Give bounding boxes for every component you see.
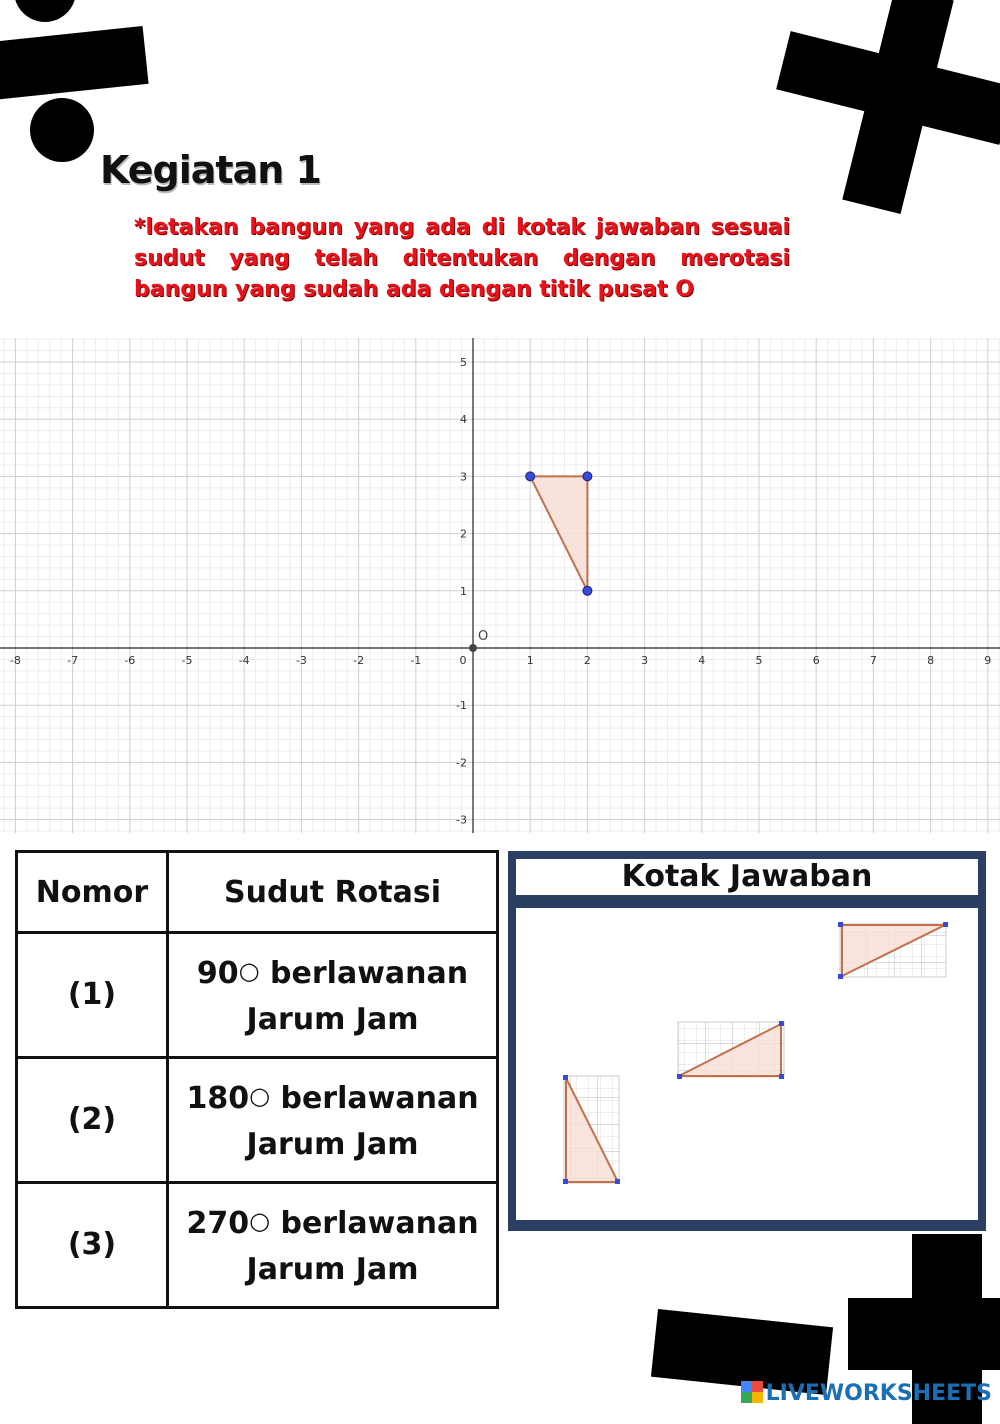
y-tick-label: -1 — [456, 699, 467, 713]
decor-plus-top — [780, 0, 1000, 210]
angle-reference: Jarum Jam — [246, 1126, 419, 1162]
row-number: (2) — [17, 1058, 168, 1183]
row-number: (3) — [17, 1183, 168, 1308]
x-tick-label: -3 — [295, 654, 307, 667]
y-tick-label: -2 — [456, 756, 467, 770]
x-tick-label: 1 — [526, 654, 534, 667]
row-angle — [168, 933, 498, 1058]
minor-grid — [0, 338, 1000, 833]
x-tick-label: -8 — [9, 654, 21, 667]
header-nomor: Nomor — [17, 852, 168, 933]
angle-value: 270 — [186, 1205, 250, 1241]
answer-box-body — [516, 908, 978, 1220]
table-row — [17, 1183, 498, 1308]
row-angle — [168, 1058, 498, 1183]
answer-shapes-svg — [516, 908, 978, 1220]
x-tick-label: 2 — [583, 654, 591, 667]
y-tick-label: 1 — [460, 584, 467, 598]
x-tick-label: -5 — [181, 654, 193, 667]
coordinate-graph — [0, 338, 1000, 833]
x-tick-label: 6 — [812, 654, 820, 667]
triangle-option-c[interactable] — [563, 1075, 620, 1184]
rotation-table — [15, 850, 499, 1309]
x-tick-label: 0 — [459, 654, 467, 667]
triangle-vertex-point — [583, 472, 592, 481]
y-tick-label: 4 — [460, 413, 467, 427]
degree-symbol: ○ — [249, 1206, 271, 1235]
row-number: (1) — [17, 933, 168, 1058]
x-tick-label: 7 — [869, 654, 877, 667]
y-tick-label: 3 — [460, 470, 467, 484]
x-tick-label: -7 — [67, 654, 79, 667]
header-sudut-rotasi: Sudut Rotasi — [168, 852, 498, 933]
answer-box-title: Kotak Jawaban — [516, 859, 978, 895]
instruction-text: *letakan bangun yang ada di kotak jawaban sesuai sudut yang telah ditentukan dengan merotasi bangun yang sudah ada dengan titik pusat O — [134, 215, 790, 302]
decor-circle-top — [14, 0, 76, 22]
brand-text: LIVEWORKSHEETS — [765, 1381, 992, 1406]
x-tick-labels — [10, 654, 991, 667]
brand-logo-icon — [741, 1381, 763, 1403]
x-tick-label: -4 — [238, 654, 250, 667]
x-tick-label: 9 — [984, 654, 992, 667]
origin-point — [469, 644, 477, 652]
table-header-row — [17, 852, 498, 933]
x-tick-label: 5 — [755, 654, 763, 667]
row-angle — [168, 1183, 498, 1308]
liveworksheets-logo — [741, 1381, 992, 1406]
angle-value: 90 — [196, 955, 239, 991]
y-tick-label: -3 — [456, 813, 467, 827]
angle-direction: berlawanan — [280, 1080, 479, 1116]
decor-plus-bottom-horizontal — [848, 1298, 1000, 1370]
degree-symbol: ○ — [238, 956, 260, 985]
axes — [0, 338, 1000, 833]
angle-value: 180 — [186, 1080, 250, 1116]
angle-reference: Jarum Jam — [246, 1001, 419, 1037]
table-row — [17, 933, 498, 1058]
triangle-option-b[interactable] — [677, 1021, 784, 1079]
origin-label: O — [478, 629, 489, 644]
x-tick-label: 8 — [927, 654, 935, 667]
degree-symbol: ○ — [249, 1081, 271, 1110]
x-tick-label: -2 — [353, 654, 365, 667]
triangle-vertex-point — [526, 472, 535, 481]
angle-direction: berlawanan — [270, 955, 469, 991]
triangle-option-a[interactable] — [838, 922, 948, 979]
angle-reference: Jarum Jam — [246, 1251, 419, 1287]
major-grid — [0, 338, 1000, 833]
graph-svg — [0, 338, 1000, 833]
decor-minus-bar — [0, 26, 149, 100]
x-tick-label: 4 — [698, 654, 706, 667]
table-row — [17, 1058, 498, 1183]
x-tick-label: 3 — [641, 654, 649, 667]
y-tick-label: 5 — [460, 356, 467, 369]
angle-direction: berlawanan — [280, 1205, 479, 1241]
page-title: Kegiatan 1 — [100, 148, 321, 192]
x-tick-label: -1 — [410, 654, 422, 667]
x-tick-label: -6 — [124, 654, 136, 667]
y-tick-label: 2 — [460, 527, 467, 541]
decor-circle-bottom — [30, 98, 94, 162]
triangle-vertex-point — [583, 586, 592, 595]
